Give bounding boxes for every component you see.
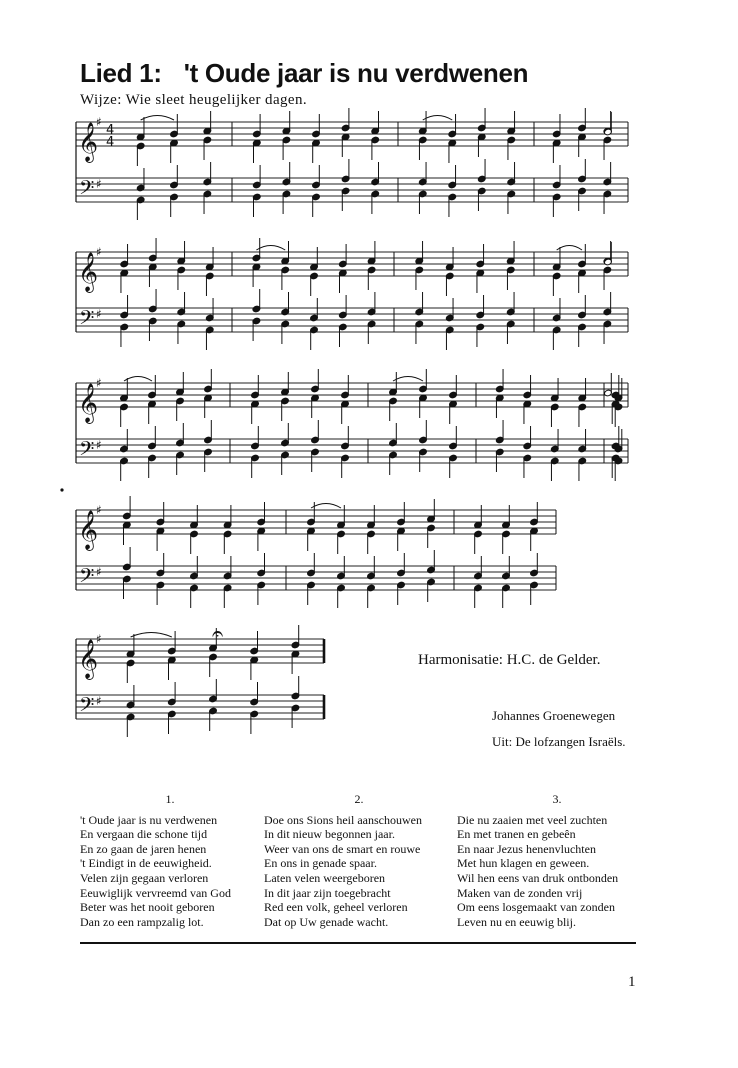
harmonisation-credit: Harmonisatie: H.C. de Gelder. [418, 652, 601, 668]
slur [131, 633, 172, 638]
treble-clef-icon: 𝄞 [78, 383, 99, 423]
verse-line: Wil hen eens van druk ontbonden [457, 870, 619, 885]
verse-line: 't Oude jaar is nu verdwenen [80, 812, 218, 827]
verse-line: En naar Jezus henenvluchten [457, 841, 596, 856]
verse-line: Velen zijn gegaan verloren [80, 870, 209, 885]
bass-clef-icon: 𝄢 [79, 564, 95, 592]
slur [311, 504, 341, 509]
verse-line: En vergaan die schone tijd [80, 827, 208, 842]
verse-line: 't Eindigt in de eeuwigheid. [80, 856, 212, 871]
verse-line: Dat op Uw genade wacht. [264, 914, 389, 929]
verse-1 [80, 792, 260, 929]
verse-line: Maken van de zonden vrij [457, 885, 583, 900]
treble-clef-icon: 𝄞 [78, 252, 99, 292]
slur [423, 116, 453, 121]
verse-line: Beter was het nooit geboren [80, 900, 215, 915]
sharp-icon: ♯ [96, 632, 102, 646]
treble-clef-icon: 𝄞 [78, 510, 99, 550]
verse-line: En zo gaan de jaren henen [80, 841, 207, 856]
bass-clef-icon: 𝄢 [79, 176, 95, 204]
bottom-rule [80, 942, 636, 944]
sharp-icon: ♯ [96, 503, 102, 517]
author-credit: Johannes Groenewegen [492, 708, 616, 723]
verse-line: Die nu zaaien met veel zuchten [457, 812, 608, 827]
sharp-icon: ♯ [96, 115, 102, 129]
treble-clef-icon: 𝄞 [78, 122, 99, 162]
bass-clef-icon: 𝄢 [79, 693, 95, 721]
stray-dot-mark [60, 488, 63, 491]
sharp-icon: ♯ [96, 245, 102, 259]
verse-number: 3. [552, 792, 562, 806]
verse-line: Dan zo een rampzalig lot. [80, 914, 204, 929]
sharp-icon: ♯ [96, 376, 102, 390]
verse-number: 1. [165, 792, 175, 806]
sharp-icon: ♯ [96, 438, 102, 452]
verse-line: Leven nu en eeuwig blij. [457, 914, 576, 929]
sharp-icon: ♯ [96, 177, 102, 191]
sharp-icon: ♯ [96, 694, 102, 708]
slur [141, 116, 174, 121]
verse-3 [457, 792, 657, 929]
verse-line: Met hun klagen en geween. [457, 856, 590, 871]
hymn-number: Lied 1: [80, 58, 162, 88]
slur [124, 377, 152, 382]
verse-line: En met tranen en gebeên [457, 827, 576, 842]
verse-number: 2. [354, 792, 364, 806]
treble-clef-icon: 𝄞 [78, 639, 99, 679]
verse-line: Doe ons Sions heil aanschouwen [264, 812, 422, 827]
verse-2 [264, 792, 454, 929]
verse-line: Red een volk, geheel verloren [264, 900, 408, 915]
fermata-icon: 𝄐 [212, 621, 224, 645]
time-signature-bottom: 4 [106, 135, 115, 150]
bass-clef-icon: 𝄢 [79, 306, 95, 334]
verse-line: Om eens losgemaakt van zonden [457, 900, 615, 915]
time-signature-top: 4 [106, 123, 115, 138]
source-credit: Uit: De lofzangen Israëls. [492, 734, 626, 749]
page-number: 1 [628, 974, 636, 990]
sharp-icon: ♯ [96, 307, 102, 321]
verse-line: En ons in genade spaar. [264, 856, 377, 871]
verse-line: Eeuwiglijk vervreemd van God [80, 885, 231, 900]
verse-line: In dit jaar zijn toegebracht [264, 885, 391, 900]
bass-clef-icon: 𝄢 [79, 437, 95, 465]
sharp-icon: ♯ [96, 565, 102, 579]
verse-line: Laten velen weergeboren [264, 870, 386, 885]
slur [256, 246, 285, 251]
tune-indication: Wijze: Wie sleet heugelijker dagen. [80, 92, 308, 108]
hymn-title-text: 't Oude jaar is nu verdwenen [183, 58, 529, 88]
verse-line: Weer van ons de smart en rouwe [264, 841, 421, 856]
verse-line: In dit nieuw begonnen jaar. [264, 827, 395, 842]
slur [393, 377, 423, 382]
